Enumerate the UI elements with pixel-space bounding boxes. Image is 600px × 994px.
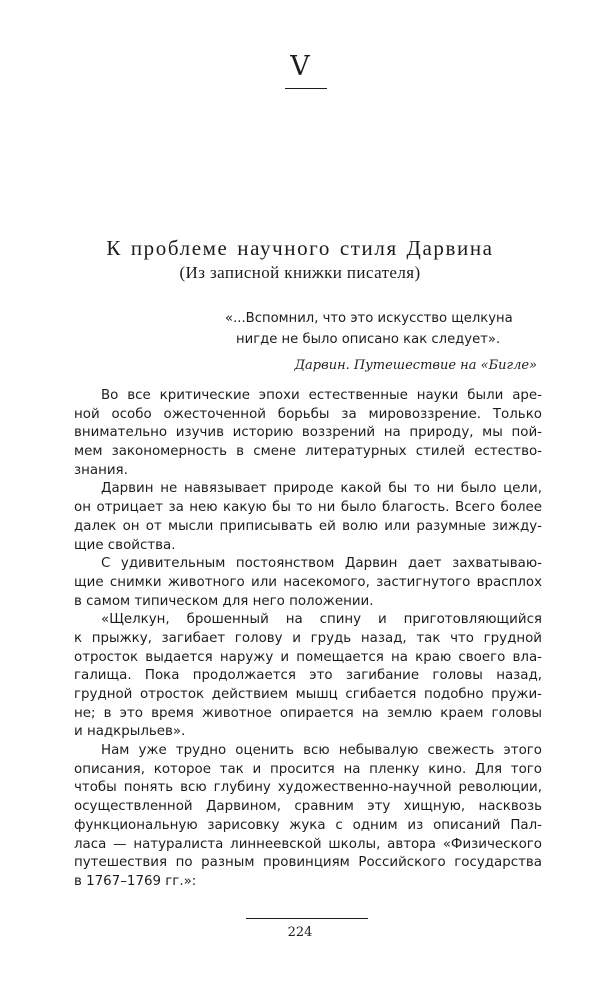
epigraph-line: нигде не было описано как следует». — [236, 332, 501, 347]
text-line: щие свойства. — [74, 537, 176, 553]
text-line: он отрицает за нею какую бы то ни было благость. Всего более — [74, 500, 542, 516]
text-line: знания. — [74, 462, 128, 478]
text-line: не; в это время животное опирается на землю краем головы — [74, 705, 542, 721]
epigraph-attribution: Дарвин. Путешествие на «Бигле» — [294, 358, 537, 373]
body-text — [74, 387, 542, 892]
text-line: чтобы понять всю глубину художественно-научной революции, — [74, 780, 542, 796]
text-line: Дарвин не навязывает природе какой бы то ни было цели, — [101, 481, 542, 497]
text-line: осуществленной Дарвином, сравним эту хищную, насквозь — [74, 799, 542, 815]
text-line: и надкрыльев». — [74, 724, 186, 740]
text-line: далек он от мысли приписывать ей волю или разумные зижду- — [74, 518, 542, 534]
article-subtitle: (Из записной книжки писателя) — [179, 263, 421, 282]
epigraph — [225, 308, 545, 376]
text-line: в самом типическом для него положении. — [74, 593, 374, 609]
text-line: отросток выдается наружу и помещается на краю своего вла- — [74, 649, 542, 665]
text-line: к прыжку, загибает голову и грудь назад, так что грудной — [74, 630, 542, 646]
text-line: грудной отросток действием мышц сгибается подобно пружи- — [74, 687, 542, 702]
text-line: внимательно изучив историю воззрений на природу, мы пой- — [74, 425, 542, 441]
epigraph-line: «...Вспомнил, что это искусство щелкуна — [225, 311, 513, 326]
chapter-divider — [285, 88, 327, 89]
text-line: описания, которое так и просится на пленку кино. Для того — [74, 761, 542, 777]
text-line: в 1767–1769 гг.»: — [74, 873, 197, 889]
text-line: путешествия по разным провинциям Российского государства — [74, 855, 542, 871]
text-line: щие снимки животного или насекомого, застигнутого врасплох — [74, 574, 542, 590]
chapter-number: V — [290, 51, 310, 82]
article-title: К проблеме научного стиля Дарвина — [106, 236, 494, 260]
footer-divider — [246, 918, 368, 919]
text-line: Во все критические эпохи естественные науки были аре- — [101, 388, 542, 403]
text-line: Нам уже трудно оценить всю небывалую свежесть этого — [101, 743, 542, 759]
text-line: ной особо ожесточенной борьбы за мировоззрение. Только — [74, 406, 542, 422]
text-line: функциональную зарисовку жука с одним из описаний Пал- — [74, 817, 542, 833]
text-line: мем закономерность в смене литературных стилей естество- — [74, 444, 542, 460]
page-number: 224 — [287, 925, 313, 940]
text-line: «Щелкун, брошенный на спину и приготовляющийся — [101, 612, 542, 628]
text-line: ласа — натуралиста линнеевской школы, автора «Физического — [74, 836, 542, 852]
text-line: галища. Пока продолжается это загибание головы назад, — [74, 668, 542, 684]
text-line: С удивительным постоянством Дарвин дает захватываю- — [101, 556, 542, 572]
